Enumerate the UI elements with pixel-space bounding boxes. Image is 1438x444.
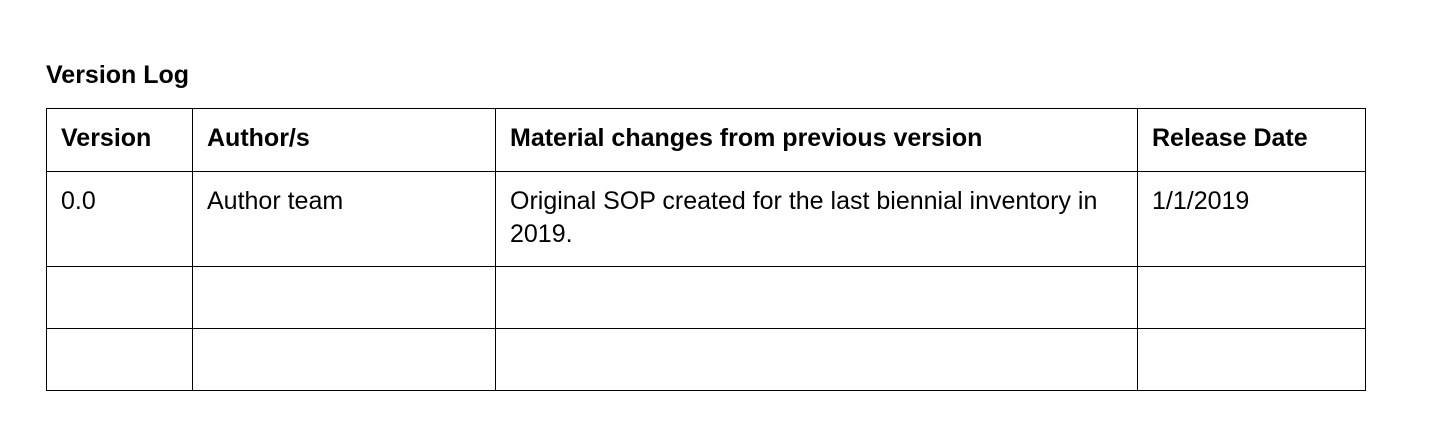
- cell-version: [47, 267, 193, 329]
- cell-authors: Author team: [193, 172, 496, 267]
- table-header-row: [47, 109, 1366, 172]
- column-header-authors: Author/s: [193, 109, 496, 172]
- cell-authors: [193, 329, 496, 391]
- cell-changes: [496, 267, 1138, 329]
- column-header-release-date: Release Date: [1138, 109, 1366, 172]
- table-row: [47, 329, 1366, 391]
- cell-release-date: [1138, 267, 1366, 329]
- cell-release-date: [1138, 329, 1366, 391]
- table-row: [47, 172, 1366, 267]
- cell-authors: [193, 267, 496, 329]
- column-header-changes: Material changes from previous version: [496, 109, 1138, 172]
- cell-changes: [496, 329, 1138, 391]
- cell-changes: Original SOP created for the last biennial inventory in 2019.: [496, 172, 1138, 267]
- page-title: Version Log: [46, 61, 190, 89]
- column-header-version: Version: [47, 109, 193, 172]
- cell-release-date: 1/1/2019: [1138, 172, 1366, 267]
- cell-version: [47, 329, 193, 391]
- cell-version: 0.0: [47, 172, 193, 267]
- table-row: [47, 267, 1366, 329]
- version-log-table: [46, 108, 1366, 391]
